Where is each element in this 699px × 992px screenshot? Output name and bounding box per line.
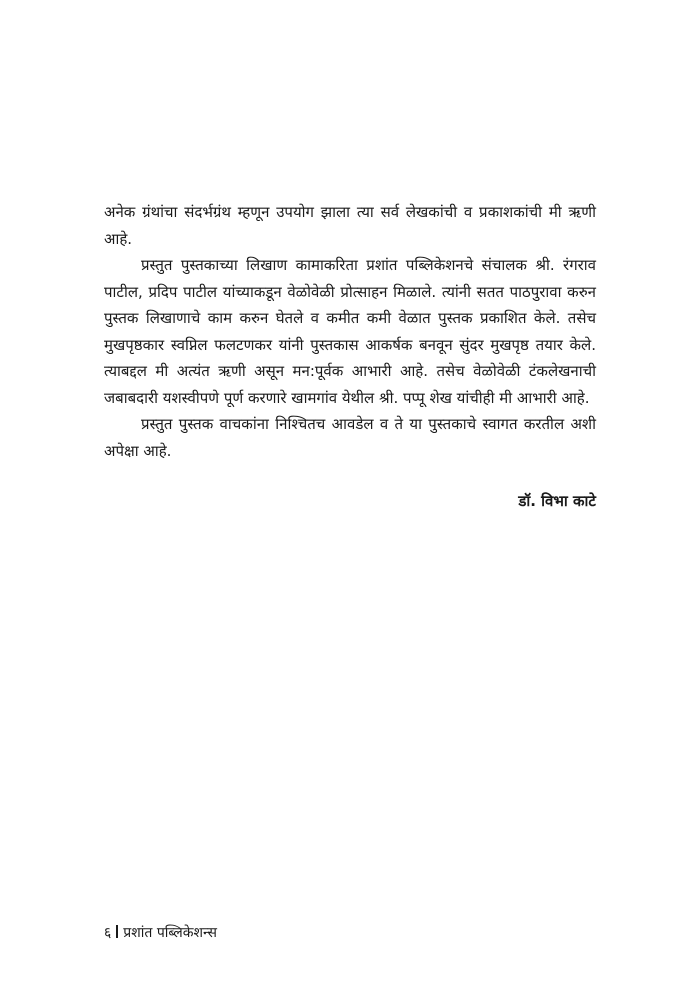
author-signature: डॉ. विभा काटे <box>518 492 596 510</box>
publisher-name: प्रशांत पब्लिकेशन्स <box>123 925 217 941</box>
acknowledgement-paragraph-3: प्रस्तुत पुस्तक वाचकांना निश्चितच आवडेल व ते या पुस्तकाचे स्वागत करतील अशी अपेक्षा आहे. <box>104 415 596 460</box>
acknowledgement-paragraph-2: प्रस्तुत पुस्तकाच्या लिखाण कामाकरिता प्रशांत पब्लिकेशनचे संचालक श्री. रंगराव पाटील, प्रदिप पाटील यांच्याकडून वेळोवेळी प्रोत्साहन मिळाले. त्यांनी सतत पाठपुरावा करुन पुस्तक लिखाणाचे काम करुन घेतले व कमीत कमी वेळात पुस्तक प्रकाशित केले. तसेच मुखपृष्ठकार स्वप्निल फलटणकर यांनी पुस्तकास आकर्षक बनवून सुंदर मुखपृष्ठ तयार केले. त्याबद्दल मी अत्यंत ऋणी असून मन:पूर्वक आभारी आहे. तसेच वेळोवेळी टंकलेखनाची जबाबदारी यशस्वीपणे पूर्ण करणारे खामगांव येथील श्री. पप्पू शेख यांचीही मी आभारी आहे. <box>104 256 596 407</box>
acknowledgement-paragraph-1: अनेक ग्रंथांचा संदर्भग्रंथ म्हणून उपयोग झाला त्या सर्व लेखकांची व प्रकाशकांची मी ऋणी आहे. <box>104 203 596 248</box>
page-content <box>104 199 596 515</box>
page-footer <box>104 923 217 943</box>
footer-separator <box>116 925 118 938</box>
page-number: ६ <box>104 925 112 941</box>
